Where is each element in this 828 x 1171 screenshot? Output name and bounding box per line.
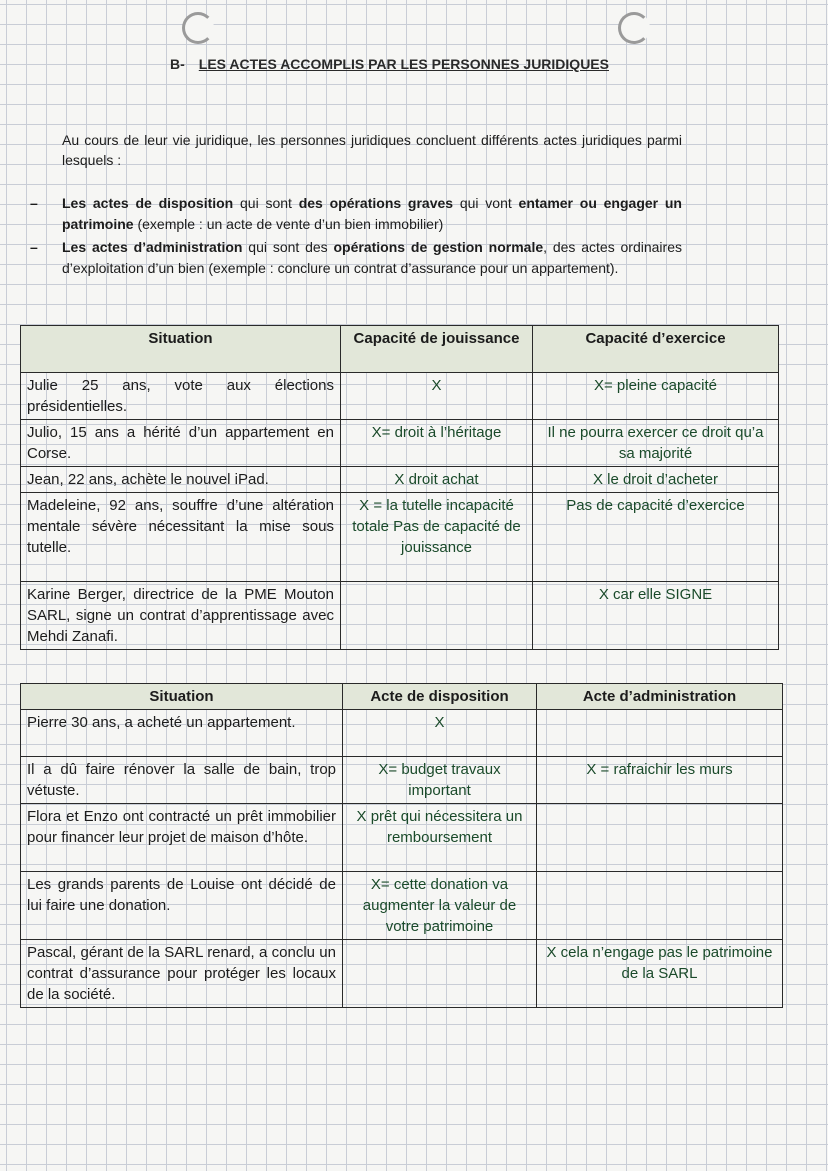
administration-cell xyxy=(537,872,783,940)
dash-marker: – xyxy=(30,239,38,255)
table-row xyxy=(21,582,779,650)
acts-table xyxy=(20,683,783,1008)
disposition-cell: X= budget travaux important xyxy=(343,757,537,804)
section-title: LES ACTES ACCOMPLIS PAR LES PERSONNES JURIDIQUES xyxy=(198,56,609,72)
bullet-administration: – Les actes d’administration qui sont des opérations de gestion normale, des actes ordinaires d’exploitation d’un bien (exemple : conclure un contrat d’assurance pour un appartement). xyxy=(30,239,682,276)
table-row xyxy=(21,493,779,582)
situation-cell: Il a dû faire rénover la salle de bain, trop vétuste. xyxy=(21,757,343,804)
situation-cell: Pierre 30 ans, a acheté un appartement. xyxy=(21,710,343,757)
exercice-cell: Pas de capacité d’exercice xyxy=(533,493,779,582)
section-heading xyxy=(170,56,609,72)
bullet-list xyxy=(30,193,682,281)
disposition-cell: X= cette donation va augmenter la valeur de votre patrimoine xyxy=(343,872,537,940)
header-acte-administration: Acte d’administration xyxy=(537,684,783,710)
situation-cell: Madeleine, 92 ans, souffre d’une altération mentale sévère nécessitant la mise sous tutelle. xyxy=(21,493,341,582)
header-situation: Situation xyxy=(21,326,341,373)
exercice-cell: X= pleine capacité xyxy=(533,373,779,420)
header-capacite-jouissance: Capacité de jouissance xyxy=(341,326,533,373)
table-row xyxy=(21,804,783,872)
capacity-table xyxy=(20,325,779,650)
exercice-cell: X le droit d’acheter xyxy=(533,467,779,493)
exercice-cell: X car elle SIGNE xyxy=(533,582,779,650)
table-row xyxy=(21,757,783,804)
intro-paragraph: Au cours de leur vie juridique, les personnes juridiques concluent différents actes juridiques parmi lesquels : xyxy=(62,132,682,168)
disposition-cell xyxy=(343,940,537,1008)
table-row xyxy=(21,710,783,757)
situation-cell: Pascal, gérant de la SARL renard, a conclu un contrat d’assurance pour protéger les locaux de la société. xyxy=(21,940,343,1008)
header-capacite-exercice: Capacité d’exercice xyxy=(533,326,779,373)
table-row xyxy=(21,872,783,940)
jouissance-cell: X = la tutelle incapacité totale Pas de capacité de jouissance xyxy=(341,493,533,582)
header-acte-disposition: Acte de disposition xyxy=(343,684,537,710)
section-letter: B- xyxy=(170,56,185,72)
administration-cell xyxy=(537,804,783,872)
situation-cell: Les grands parents de Louise ont décidé de lui faire une donation. xyxy=(21,872,343,940)
disposition-cell: X xyxy=(343,710,537,757)
table-row xyxy=(21,420,779,467)
table-row xyxy=(21,940,783,1008)
table-header-row xyxy=(21,326,779,373)
jouissance-cell xyxy=(341,582,533,650)
table-header-row xyxy=(21,684,783,710)
situation-cell: Karine Berger, directrice de la PME Mouton SARL, signe un contrat d’apprentissage avec Mehdi Zanafi. xyxy=(21,582,341,650)
dash-marker: – xyxy=(30,195,38,211)
jouissance-cell: X xyxy=(341,373,533,420)
exercice-cell: Il ne pourra exercer ce droit qu’a sa majorité xyxy=(533,420,779,467)
situation-cell: Flora et Enzo ont contracté un prêt immobilier pour financer leur projet de maison d’hôte. xyxy=(21,804,343,872)
jouissance-cell: X droit achat xyxy=(341,467,533,493)
disposition-cell: X prêt qui nécessitera un remboursement xyxy=(343,804,537,872)
administration-cell xyxy=(537,710,783,757)
administration-cell: X = rafraichir les murs xyxy=(537,757,783,804)
situation-cell: Julie 25 ans, vote aux élections présidentielles. xyxy=(21,373,341,420)
bullet-disposition: – Les actes de disposition qui sont des opérations graves qui vont entamer ou engager un patrimoine (exemple : un acte de vente d’un bien immobilier) xyxy=(30,195,682,232)
situation-cell: Julio, 15 ans a hérité d’un appartement en Corse. xyxy=(21,420,341,467)
jouissance-cell: X= droit à l’héritage xyxy=(341,420,533,467)
situation-cell: Jean, 22 ans, achète le nouvel iPad. xyxy=(21,467,341,493)
administration-cell: X cela n’engage pas le patrimoine de la SARL xyxy=(537,940,783,1008)
binder-hole-right xyxy=(618,12,650,44)
binder-hole-left xyxy=(182,12,214,44)
header-situation: Situation xyxy=(21,684,343,710)
table-row xyxy=(21,373,779,420)
table-row xyxy=(21,467,779,493)
